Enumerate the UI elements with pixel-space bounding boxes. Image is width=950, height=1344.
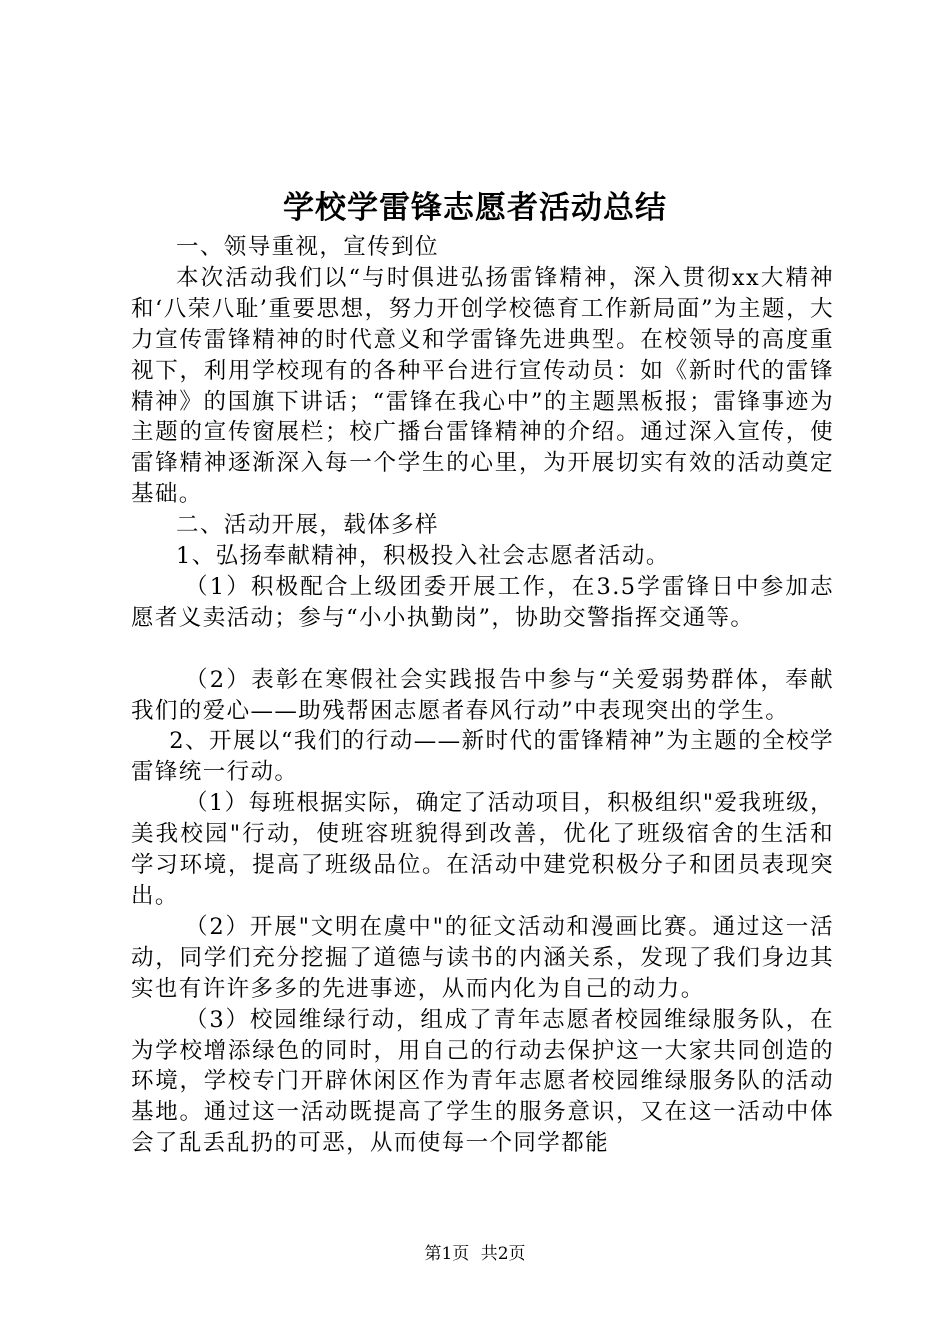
page-footer [0,1242,950,1266]
section-heading-2: 二、活动开展，载体多样 [176,512,439,539]
section-heading-1: 一、领导重视，宣传到位 [176,234,439,260]
page-count: 共2页 [480,1244,526,1264]
paragraph-item-2-2: （2）开展"文明在虞中"的征文活动和漫画比赛。通过这一活动，同学们充分挖掘了道德与读书的内涵关系，发现了我们身边其实也有许许多多的先进事迹，从而内化为自己的动力。 [131,913,834,1002]
paragraph-item-2-3: （3）校园维绿行动，组成了青年志愿者校园维绿服务队，在为学校增添绿色的同时，用自己的行动去保护这一大家共同创造的环境，学校专门开辟休闲区作为青年志愿者校园维绿服务队的活动基地。通过这一活动既提高了学生的服务意识，又在这一活动中体会了乱丢乱扔的可恶，从而使每一个同学都能 [131,1006,834,1157]
subsection-heading-1: 1、弘扬奉献精神，积极投入社会志愿者活动。 [176,543,670,570]
page-number: 第1页 [424,1244,470,1264]
document-title: 学校学雷锋志愿者活动总结 [283,190,667,226]
subsection-heading-2: 2、开展以“我们的行动——新时代的雷锋精神”为主题的全校学雷锋统一行动。 [131,728,834,786]
document-body [131,232,834,1159]
paragraph-intro: 本次活动我们以“与时俱进弘扬雷锋精神，深入贯彻xx大精神和‘八荣八耻’重要思想，努力开创学校德育工作新局面”为主题，大力宣传雷锋精神的时代意义和学雷锋先进典型。在校领导的高度重视下，利用学校现有的各种平台进行宣传动员：如《新时代的雷锋精神》的国旗下讲话；“雷锋在我心中”的主题黑板报；雷锋事迹为主题的宣传窗展栏；校广播台雷锋精神的介绍。通过深入宣传，使雷锋精神逐渐深入每一个学生的心里，为开展切实有效的活动奠定基础。 [131,264,834,508]
paragraph-item-1-2: （2）表彰在寒假社会实践报告中参与“关爱弱势群体，奉献我们的爱心——助残帮困志愿者春风行动”中表现突出的学生。 [131,666,834,724]
paragraph-item-1-1: （1）积极配合上级团委开展工作，在3.5学雷锋日中参加志愿者义卖活动；参与“小小执勤岗”，协助交警指挥交通等。 [131,573,834,631]
paragraph-item-2-1: （1）每班根据实际，确定了活动项目，积极组织"爱我班级，美我校园"行动，使班容班貌得到改善，优化了班级宿舍的生活和学习环境，提高了班级品位。在活动中建党积极分子和团员表现突出。 [131,790,834,910]
